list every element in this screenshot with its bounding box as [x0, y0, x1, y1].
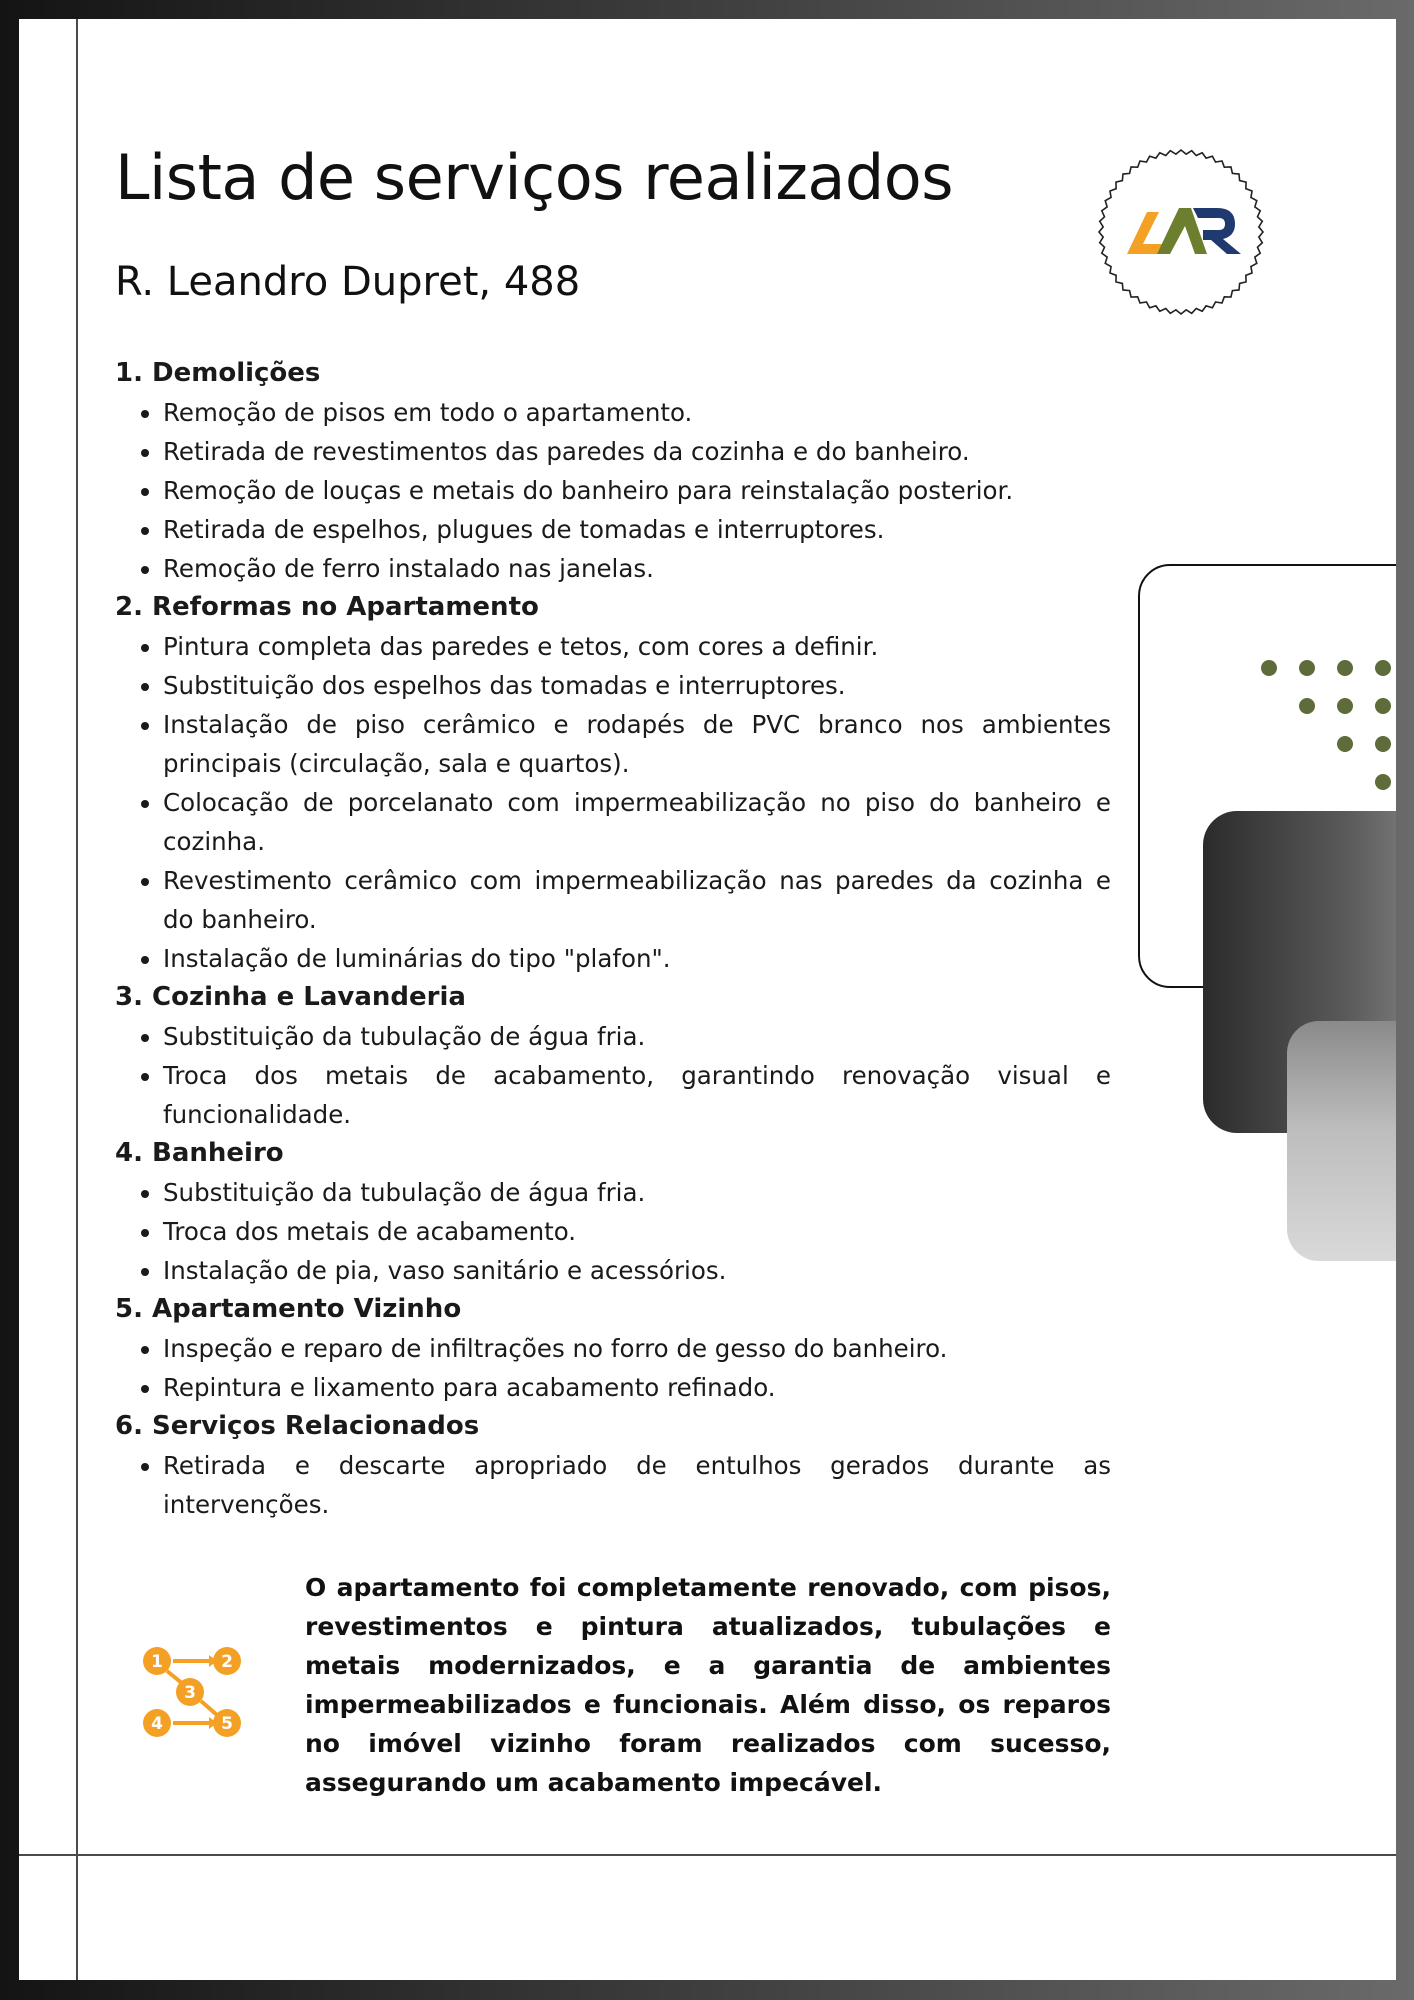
section-title: 1. Demolições	[115, 358, 321, 388]
list-item: • Instalação de pia, vaso sanitário e acessórios.	[163, 1251, 1111, 1290]
step-number: 2	[221, 1652, 233, 1672]
service-section	[115, 588, 1111, 978]
decor-dot	[1375, 736, 1391, 752]
list-item: • Substituição dos espelhos das tomadas e interruptores.	[163, 666, 1111, 705]
address-subtitle: R. Leandro Dupret, 488	[115, 259, 581, 305]
decor-dot	[1299, 660, 1315, 676]
decor-dot	[1375, 774, 1391, 790]
section-items	[115, 393, 1111, 588]
service-section	[115, 354, 1111, 588]
list-item: • Retirada e descarte apropriado de entulhos gerados durante as intervenções.	[163, 1446, 1111, 1524]
list-item: • Remoção de ferro instalado nas janelas.	[163, 549, 1111, 588]
section-items	[115, 1446, 1111, 1524]
service-section	[115, 1134, 1111, 1290]
section-title: 2. Reformas no Apartamento	[115, 592, 539, 622]
list-item: • Repintura e lixamento para acabamento refinado.	[163, 1368, 1111, 1407]
section-items	[115, 627, 1111, 978]
services-list	[115, 354, 1111, 1524]
service-section	[115, 978, 1111, 1134]
section-items	[115, 1017, 1111, 1134]
section-title: 4. Banheiro	[115, 1138, 284, 1168]
list-item: • Instalação de piso cerâmico e rodapés de PVC branco nos ambientes principais (circulação, sala e quartos).	[163, 705, 1111, 783]
list-item: • Remoção de louças e metais do banheiro para reinstalação posterior.	[163, 471, 1111, 510]
footer-horizontal-line	[19, 1854, 1396, 1856]
page-title: Lista de serviços realizados	[115, 141, 954, 214]
numbered-steps-icon	[143, 1629, 253, 1739]
decor-dot	[1337, 698, 1353, 714]
decorative-light-card	[1287, 1021, 1396, 1261]
list-item: • Troca dos metais de acabamento, garantindo renovação visual e funcionalidade.	[163, 1056, 1111, 1134]
summary-paragraph: O apartamento foi completamente renovado, com pisos, revestimentos e pintura atualizados, tubulações e metais modernizados, e a garantia de ambientes impermeabilizados e funcionais. Além disso, os reparos no imóvel vizinho foram realizados com sucesso, assegurando um acabamento impecável.	[305, 1573, 1111, 1797]
decor-dot	[1299, 698, 1315, 714]
margin-vertical-line	[76, 19, 78, 1980]
list-item: • Revestimento cerâmico com impermeabilização nas paredes da cozinha e do banheiro.	[163, 861, 1111, 939]
step-number: 3	[184, 1683, 196, 1703]
list-item: • Troca dos metais de acabamento.	[163, 1212, 1111, 1251]
decor-dot	[1375, 660, 1391, 676]
section-items	[115, 1329, 1111, 1407]
decorative-dots-icon	[1239, 639, 1396, 799]
service-section	[115, 1407, 1111, 1524]
service-section	[115, 1290, 1111, 1407]
list-item: • Colocação de porcelanato com impermeabilização no piso do banheiro e cozinha.	[163, 783, 1111, 861]
section-title: 5. Apartamento Vizinho	[115, 1294, 462, 1324]
decor-dot	[1337, 736, 1353, 752]
decor-dot	[1375, 698, 1391, 714]
section-items	[115, 1173, 1111, 1290]
list-item: • Retirada de espelhos, plugues de tomadas e interruptores.	[163, 510, 1111, 549]
list-item: • Instalação de luminárias do tipo "plafon".	[163, 939, 1111, 978]
list-item: • Pintura completa das paredes e tetos, com cores a definir.	[163, 627, 1111, 666]
decor-dot	[1261, 660, 1277, 676]
list-item: • Remoção de pisos em todo o apartamento.	[163, 393, 1111, 432]
section-title: 6. Serviços Relacionados	[115, 1411, 480, 1441]
section-title: 3. Cozinha e Lavanderia	[115, 982, 466, 1012]
list-item: • Retirada de revestimentos das paredes da cozinha e do banheiro.	[163, 432, 1111, 471]
lar-seal-logo-icon	[1095, 146, 1267, 318]
step-number: 4	[151, 1714, 163, 1734]
list-item: • Substituição da tubulação de água fria.	[163, 1017, 1111, 1056]
decor-dot	[1337, 660, 1353, 676]
step-number: 5	[221, 1714, 233, 1734]
document-page	[19, 19, 1396, 1980]
list-item: • Substituição da tubulação de água fria.	[163, 1173, 1111, 1212]
step-number: 1	[151, 1652, 163, 1672]
list-item: • Inspeção e reparo de infiltrações no forro de gesso do banheiro.	[163, 1329, 1111, 1368]
